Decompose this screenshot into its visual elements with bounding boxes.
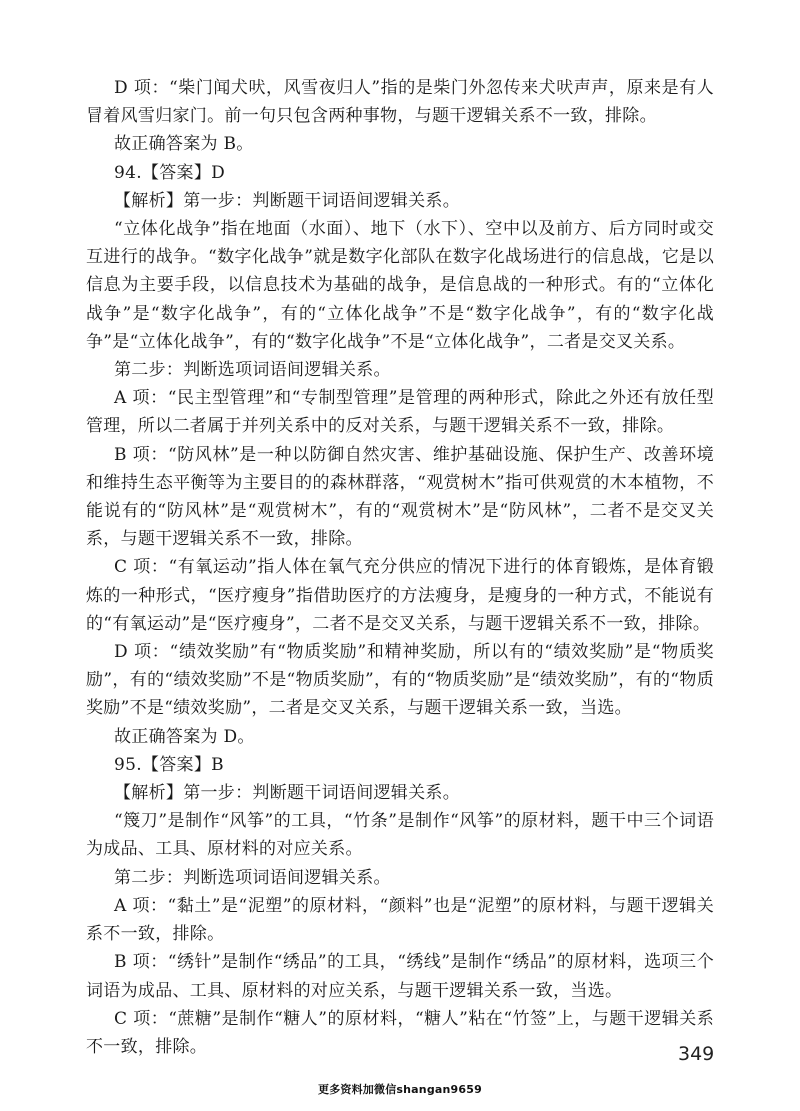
paragraph-d-option: D 项：“柴门闻犬吠，风雪夜归人”指的是柴门外忽传来犬吠声声，原来是有人冒着风雪归家门。前一句只包含两种事物，与题干逻辑关系不一致，排除。 xyxy=(86,78,714,127)
paragraph-b-option-95: B 项：“绣针”是制作“绣品”的工具，“绣线”是制作“绣品”的原材料，选项三个词语为成品、工具、原材料的对应关系，与题干逻辑关系一致，当选。 xyxy=(86,952,714,1001)
answer-heading-95: 95.【答案】B xyxy=(114,754,224,775)
analysis-step1-95: 【解析】第一步：判断题干词语间逻辑关系。 xyxy=(114,783,460,804)
paragraph-b-option-94: B 项：“防风林”是一种以防御自然灾害、维护基础设施、保护生产、改善环境和维持生态平衡等为主要目的的森林群落，“观赏树木”指可供观赏的木本植物，不能说有的“防风林”是“观赏树木”，有的“观赏树木”是“防风林”，二者不是交叉关系，与题干逻辑关系不一致，排除。 xyxy=(86,444,714,550)
analysis-step2-94: 第二步：判断选项词语间逻辑关系。 xyxy=(114,360,391,381)
paragraph-d-option-94: D 项：“绩效奖励”有“物质奖励”和精神奖励，所以有的“绩效奖励”是“物质奖励”，有的“绩效奖励”不是“物质奖励”，有的“物质奖励”是“绩效奖励”，有的“物质奖励”不是“绩效奖励”，二者是交叉关系，与题干逻辑关系一致，当选。 xyxy=(86,642,714,719)
paragraph-a-option-94: A 项：“民主型管理”和“专制型管理”是管理的两种形式，除此之外还有放任型管理，所以二者属于并列关系中的反对关系，与题干逻辑关系不一致，排除。 xyxy=(86,388,714,437)
paragraph-definition-95: “篾刀”是制作“风筝”的工具，“竹条”是制作“风筝”的原材料，题干中三个词语为成品、工具、原材料的对应关系。 xyxy=(86,811,714,860)
analysis-step2-95: 第二步：判断选项词语间逻辑关系。 xyxy=(114,867,391,888)
analysis-step1-94: 【解析】第一步：判断题干词语间逻辑关系。 xyxy=(114,190,460,211)
paragraph-answer-d: 故正确答案为 D。 xyxy=(114,726,255,747)
paragraph-a-option-95: A 项：“黏土”是“泥塑”的原材料，“颜料”也是“泥塑”的原材料，与题干逻辑关系不一致，排除。 xyxy=(86,895,714,945)
footer-watermark: 更多资料加微信shangan9659 xyxy=(318,1083,482,1096)
paragraph-definition-94: “立体化战争”指在地面（水面）、地下（水下）、空中以及前方、后方同时或交互进行的战争。“数字化战争”就是数字化部队在数字化战场进行的信息战，它是以信息为主要手段，以信息技术为基础的战争，是信息战的一种形式。有的“立体化战争”是“数字化战争”，有的“立体化战争”不是“数字化战争”，有的“数字化战争”是“立体化战争”，有的“数字化战争”不是“立体化战争”，二者是交叉关系。 xyxy=(86,219,714,352)
answer-heading-94: 94.【答案】D xyxy=(114,162,226,183)
paragraph-c-option-94: C 项：“有氧运动”指人体在氧气充分供应的情况下进行的体育锻炼，是体育锻炼的一种形式，“医疗瘦身”指借助医疗的方法瘦身，是瘦身的一种方式，不能说有的“有氧运动”是“医疗瘦身”，二者不是交叉关系，与题干逻辑关系不一致，排除。 xyxy=(86,557,714,634)
paragraph-answer-b: 故正确答案为 B。 xyxy=(114,134,254,155)
page-number: 349 xyxy=(678,1043,715,1065)
document-body xyxy=(86,74,714,1061)
paragraph-c-option-95: C 项：“蔗糖”是制作“糖人”的原材料，“糖人”粘在“竹签”上，与题干逻辑关系不一致，排除。 xyxy=(86,1008,714,1057)
